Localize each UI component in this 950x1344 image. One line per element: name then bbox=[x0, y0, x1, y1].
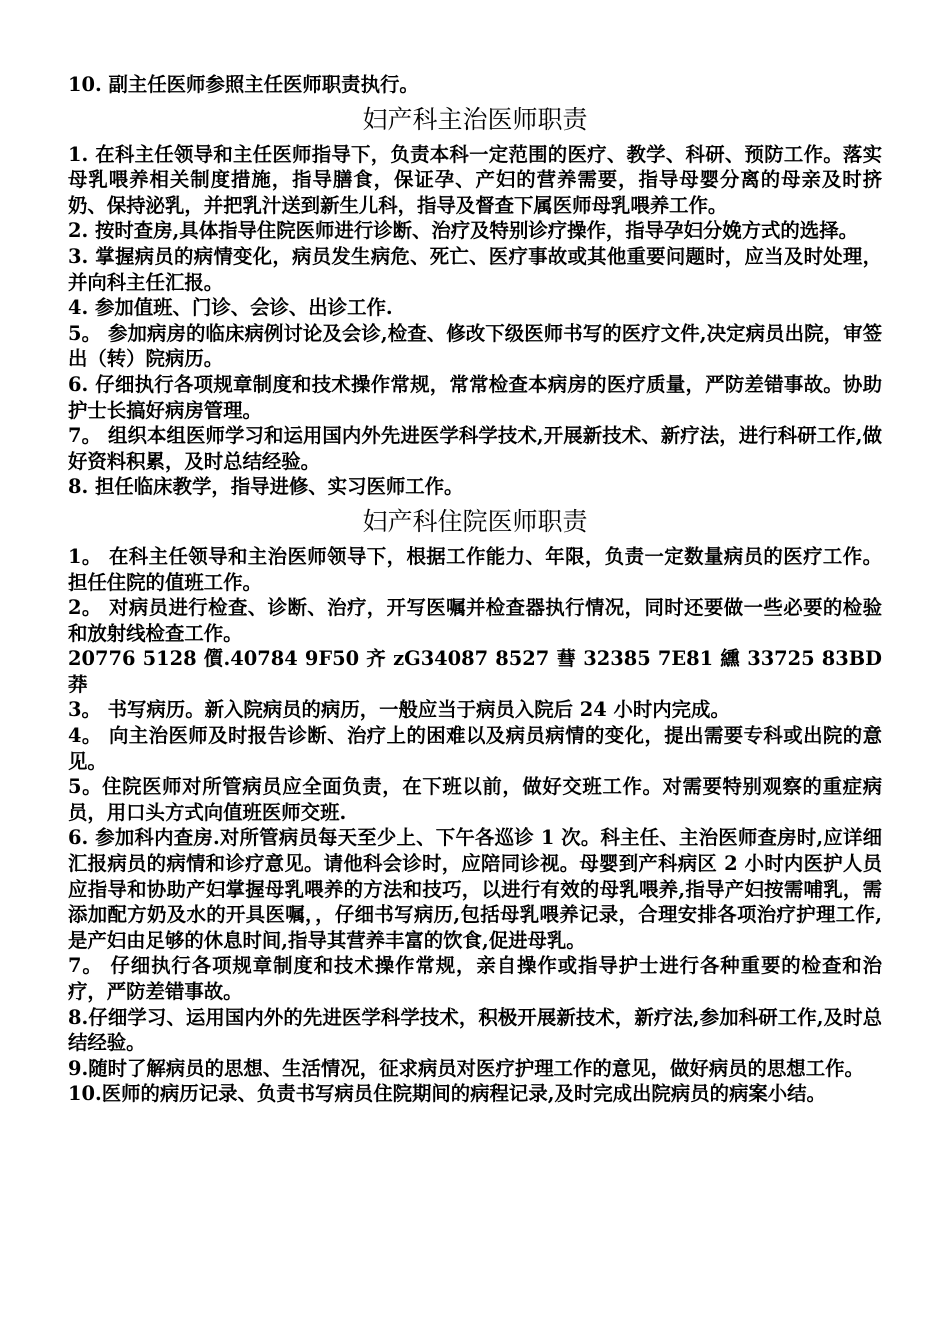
list-item: 7。 组织本组医师学习和运用国内外先进医学科学技术,开展新技术、新疗法，进行科研工作,做好资料积累，及时总结经验。 bbox=[68, 424, 882, 473]
list-item: 3. 掌握病员的病情变化，病员发生病危、死亡、医疗事故或其他重要问题时，应当及时处理，并向科主任汇报。 bbox=[68, 244, 882, 294]
section-heading-resident: 妇产科住院医师职责 bbox=[362, 506, 588, 536]
list-item: 5。 参加病房的临床病例讨论及会诊,检查、修改下级医师书写的医疗文件,决定病员出院，审签出（转）院病历。 bbox=[68, 321, 882, 371]
garbled-line: 20776 5128 儨.40784 9F50 齐 zG34087 8527 蔧 32385 7E81 纁 33725 83BD 莽 bbox=[68, 647, 882, 696]
section-heading-attending: 妇产科主治医师职责 bbox=[362, 104, 588, 134]
list-item: 6. 仔细执行各项规章制度和技术操作常规，常常检查本病房的医疗质量，严防差错事故。协助护士长搞好病房管理。 bbox=[68, 372, 882, 422]
list-item: 1。 在科主任领导和主治医师领导下，根据工作能力、年限，负责一定数量病员的医疗工作。担任住院的值班工作。 bbox=[68, 544, 882, 594]
list-item: 4. 参加值班、门诊、会诊、出诊工作. bbox=[68, 296, 393, 320]
list-item: 6. 参加科内查房.对所管病员每天至少上、下午各巡诊 1 次。科主任、主治医师查房时,应详细汇报病员的病情和诊疗意见。请他科会诊时，应陪同诊视。母婴到产科病区 2 小时内医护人员应指导和协助产妇掌握母乳喂养的方法和技巧，以进行有效的母乳喂养,指导产妇按需哺乳，需添加配方奶及水的开具医嘱，，仔细书写病历,包括母乳喂养记录，合理安排各项治疗护理工作,是产妇由足够的休息时间,指导其营养丰富的饮食,促进母乳。 bbox=[68, 826, 882, 952]
document-page bbox=[68, 72, 882, 1107]
intro-line: 10. 副主任医师参照主任医师职责执行。 bbox=[68, 73, 419, 96]
list-item: 8. 担任临床教学，指导进修、实习医师工作。 bbox=[68, 475, 464, 499]
resident-duties-list bbox=[68, 544, 882, 1107]
list-item: 5。住院医师对所管病员应全面负责，在下班以前，做好交班工作。对需要特别观察的重症病员，用口头方式向值班医师交班. bbox=[68, 775, 882, 824]
list-item: 10.医师的病历记录、负责书写病员住院期间的病程记录,及时完成出院病员的病案小结。 bbox=[68, 1082, 826, 1106]
list-item: 7。 仔细执行各项规章制度和技术操作常规，亲自操作或指导护士进行各种重要的检查和治疗，严防差错事故。 bbox=[68, 954, 882, 1003]
list-item: 8.仔细学习、运用国内外的先进医学科学技术，积极开展新技术，新疗法,参加科研工作,及时总结经验。 bbox=[68, 1005, 882, 1055]
list-item: 2。 对病员进行检查、诊断、治疗，开写医嘱并检查器执行情况，同时还要做一些必要的检验和放射线检查工作。 bbox=[68, 596, 882, 645]
list-item: 2. 按时查房,具体指导住院医师进行诊断、治疗及特别诊疗操作，指导孕妇分娩方式的选择。 bbox=[68, 219, 858, 243]
list-item: 4。 向主治医师及时报告诊断、治疗上的困难以及病员病情的变化，提出需要专科或出院的意见。 bbox=[68, 724, 882, 773]
list-item: 9.随时了解病员的思想、生活情况，征求病员对医疗护理工作的意见，做好病员的思想工作。 bbox=[68, 1056, 864, 1080]
attending-duties-list bbox=[68, 142, 882, 500]
list-item: 1. 在科主任领导和主任医师指导下，负责本科一定范围的医疗、教学、科研、预防工作。落实母乳喂养相关制度措施，指导膳食，保证孕、产妇的营养需要，指导母婴分离的母亲及时挤奶、保持泌乳，并把乳汁送到新生儿科，指导及督查下属医师母乳喂养工作。 bbox=[68, 142, 882, 217]
list-item: 3。 书写病历。新入院病员的病历，一般应当于病员入院后 24 小时内完成。 bbox=[68, 698, 730, 722]
